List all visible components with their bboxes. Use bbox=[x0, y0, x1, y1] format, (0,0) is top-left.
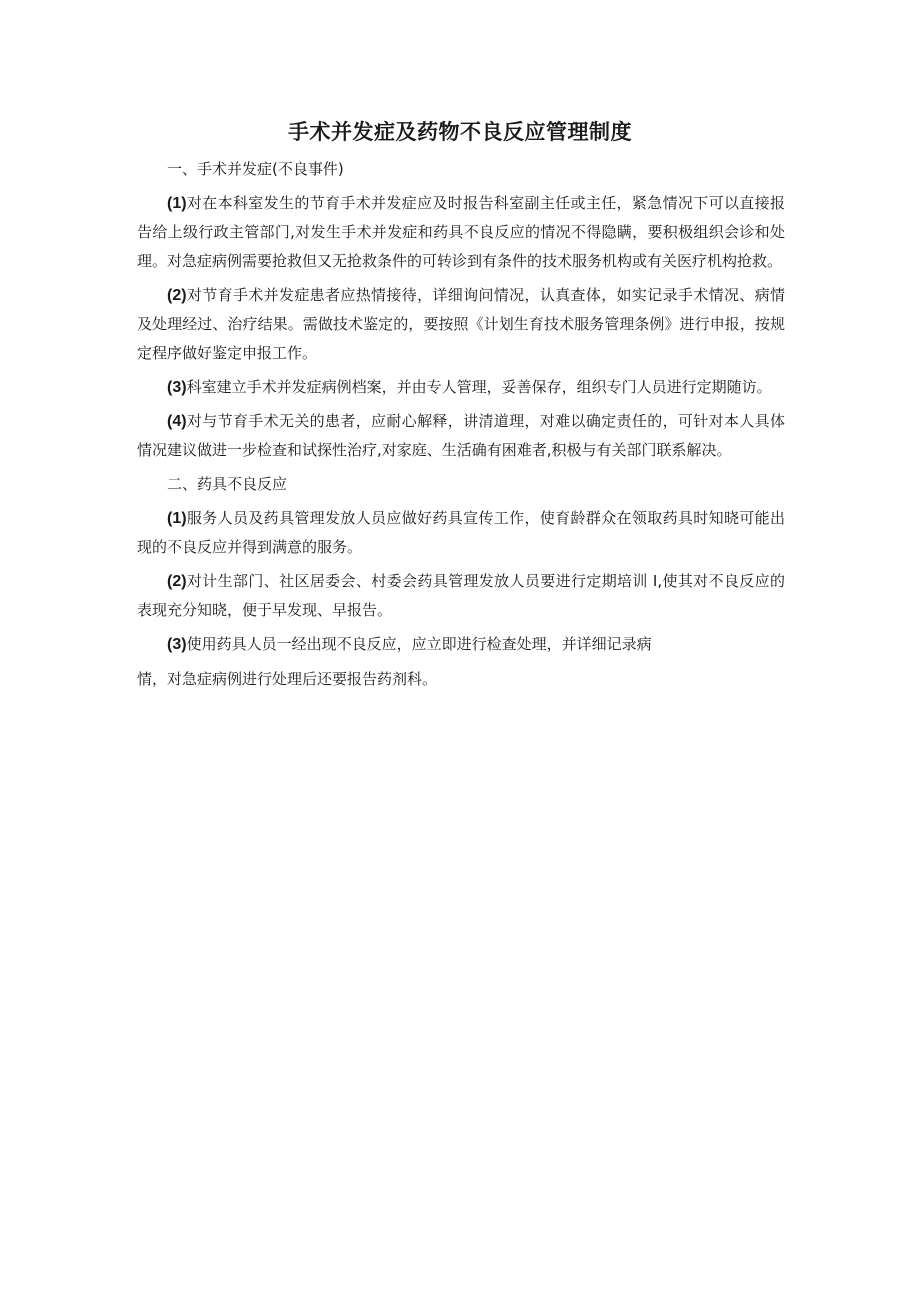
item-text: 使用药具人员一经出现不良反应，应立即进行检查处理，并详细记录病 bbox=[186, 635, 652, 653]
document-body bbox=[137, 155, 785, 694]
item-text: 对节育手术并发症患者应热情接待，详细询问情况，认真查体，如实记录手术情况、病情及处理经过、治疗结果。需做技术鉴定的，要按照《计划生育技术服务管理条例》进行申报，按规定程序做好鉴定申报工作。 bbox=[137, 286, 785, 362]
section2-item-3 bbox=[137, 630, 785, 659]
section1-heading: 一、手术并发症(不良事件) bbox=[167, 160, 344, 178]
item-number: (2) bbox=[167, 287, 187, 304]
section1-item-1 bbox=[137, 189, 785, 276]
section2-item-2 bbox=[137, 567, 785, 625]
item-text: 科室建立手术并发症病例档案，并由专人管理，妥善保存，组织专门人员进行定期随访。 bbox=[186, 378, 772, 396]
item-text: 对在本科室发生的节育手术并发症应及时报告科室副主任或主任，紧急情况下可以直接报告给上级行政主管部门,对发生手术并发症和药具不良反应的情况不得隐瞒，要积极组织会诊和处理。对急症病例需要抢救但又无抢救条件的可转诊到有条件的技术服务机构或有关医疗机构抢救。 bbox=[137, 194, 785, 270]
section2-heading: 二、药具不良反应 bbox=[167, 475, 288, 493]
item-text: 服务人员及药具管理发放人员应做好药具宣传工作，使育龄群众在领取药具时知晓可能出现的不良反应并得到满意的服务。 bbox=[137, 509, 785, 556]
item-text: 对计生部门、社区居委会、村委会药具管理发放人员要进行定期培训 I,使其对不良反应的表现充分知晓，便于早发现、早报告。 bbox=[137, 572, 785, 619]
section1-item-2 bbox=[137, 281, 785, 368]
item-number: (1) bbox=[167, 195, 187, 212]
section1-item-3 bbox=[137, 373, 785, 402]
section2-item-1 bbox=[137, 504, 785, 562]
item-number: (3) bbox=[167, 636, 187, 653]
item-number: (1) bbox=[167, 510, 187, 527]
section2-item-3-continuation: 情，对急症病例进行处理后还要报告药剂科。 bbox=[137, 670, 438, 688]
item-number: (2) bbox=[167, 573, 187, 590]
item-number: (3) bbox=[167, 379, 187, 396]
section1-item-4 bbox=[137, 407, 785, 465]
item-text: 对与节育手术无关的患者，应耐心解释，讲清道理，对难以确定责任的，可针对本人具体情况建议做进一步检查和试探性治疗,对家庭、生活确有困难者,积极与有关部门联系解决。 bbox=[137, 412, 785, 459]
item-number: (4) bbox=[167, 413, 187, 430]
document-title: 手术并发症及药物不良反应管理制度 bbox=[288, 120, 632, 144]
